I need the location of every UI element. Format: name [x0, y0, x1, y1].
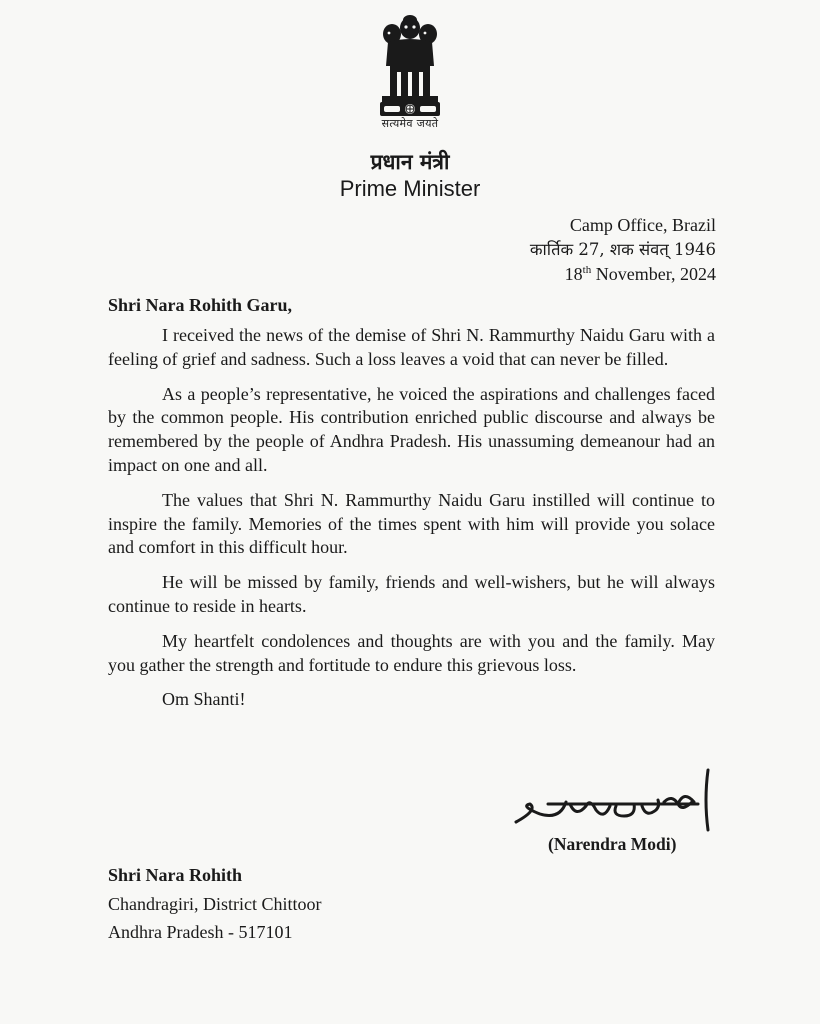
national-emblem-icon [370, 14, 450, 126]
signature-icon [508, 762, 728, 834]
office-title-hindi: प्रधान मंत्री [370, 150, 450, 174]
addressee-line-1: Chandragiri, District Chittoor [108, 893, 322, 914]
hindi-date-line: कार्तिक 27, शक संवत् 1946 [529, 239, 716, 259]
office-title-english: Prime Minister [339, 176, 481, 201]
salutation: Shri Nara Rohith Garu, [108, 295, 293, 315]
addressee-line-2: Andhra Pradesh - 517101 [108, 922, 293, 942]
letter-body [108, 324, 715, 723]
place-and-date [530, 213, 716, 287]
paragraph: I received the news of the demise of Shri N. Rammurthy Naidu Garu with a feeling of grief and sadness. Such a loss leaves a void that can never be filled. [108, 325, 715, 369]
addressee-block [108, 861, 321, 947]
paragraph: As a people’s representative, he voiced the aspirations and challenges faced by the common people. His contribution enriched public discourse and always be remembered by the people of Andhra Pradesh. His unassuming demeanour had an impact on one and all. [108, 383, 715, 475]
date-line [530, 262, 716, 287]
emblem-motto: सत्यमेव जयते [381, 117, 439, 130]
date-rest: November, 2024 [591, 264, 716, 284]
paragraph: The values that Shri N. Rammurthy Naidu Garu instilled will continue to inspire the family. Memories of the times spent with him will provide you solace and comfort in this difficult hour. [108, 489, 715, 558]
paragraph: He will be missed by family, friends and well-wishers, but he will always continue to reside in hearts. [108, 572, 715, 616]
paragraph: My heartfelt condolences and thoughts are with you and the family. May you gather the strength and fortitude to endure this grievous loss. [108, 630, 715, 675]
signer-name: (Narendra Modi) [548, 834, 677, 854]
date-day: 18 [564, 264, 583, 284]
closing-line: Om Shanti! [162, 689, 246, 710]
date-suffix: th [582, 264, 592, 276]
addressee-name: Shri Nara Rohith [108, 865, 243, 885]
place-line: Camp Office, Brazil [569, 215, 716, 235]
